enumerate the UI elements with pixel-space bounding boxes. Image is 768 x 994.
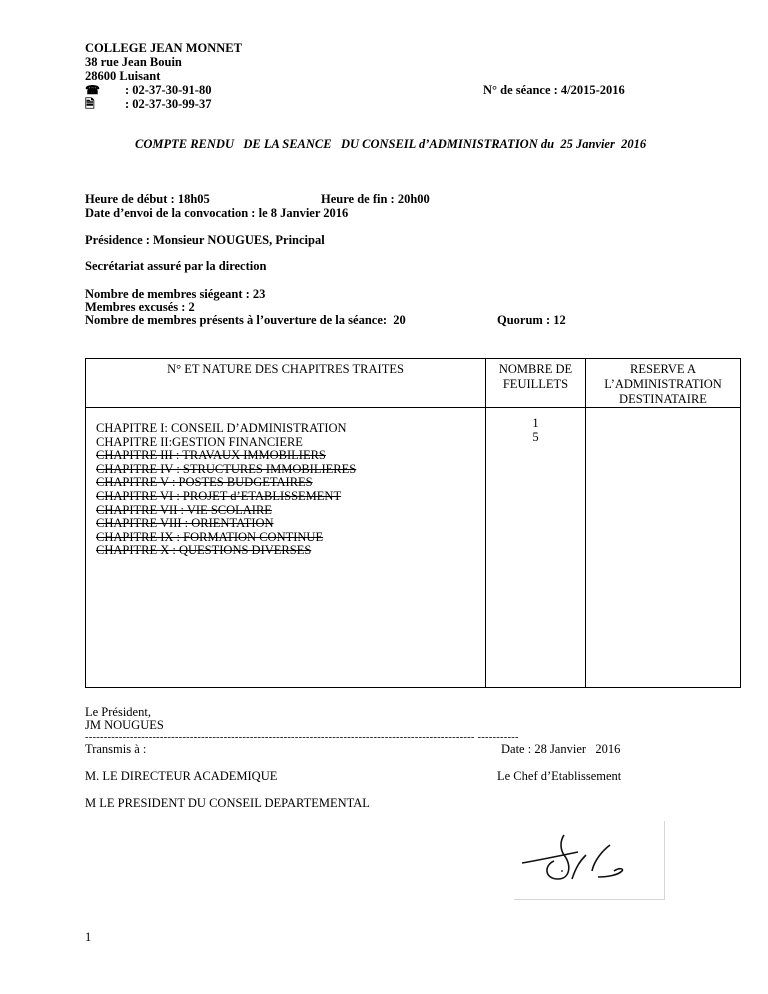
members-sitting: Nombre de membres siégeant : 23	[85, 287, 266, 301]
quorum: Quorum : 12	[497, 313, 566, 327]
page-number: 1	[85, 930, 92, 944]
convocation-date: Date d’envoi de la convocation : le 8 Janvier 2016	[85, 206, 349, 220]
presidence: Présidence : Monsieur NOUGUES, Principal	[85, 233, 325, 247]
sheet-count: 1	[532, 416, 539, 430]
document-title: COMPTE RENDU DE LA SEANCE DU CONSEIL d’ADMINISTRATION du 25 Janvier 2016	[135, 137, 647, 151]
members-excused: Membres excusés : 2	[85, 300, 195, 314]
chapter-item: CHAPITRE VII : VIE SCOLAIRE	[96, 502, 272, 517]
chapters-list-cell	[86, 408, 486, 688]
sheet-counts-cell	[486, 408, 586, 688]
chapter-item: CHAPITRE II:GESTION FINANCIERE	[96, 434, 303, 449]
header-sheet-count: NOMBRE DE FEUILLETS	[486, 359, 586, 408]
chapter-item: CHAPITRE III : TRAVAUX IMMOBILIERS	[96, 448, 326, 463]
end-time: Heure de fin : 20h00	[321, 192, 430, 206]
chapter-item: CHAPITRE X : QUESTIONS DIVERSES	[96, 543, 312, 558]
chapter-item: CHAPITRE V : POSTES BUDGETAIRES	[96, 475, 313, 490]
phone-line	[85, 84, 211, 98]
sheet-count: 5	[532, 429, 539, 444]
fax-number: : 02-37-30-99-37	[125, 97, 212, 111]
signature-scribble	[514, 821, 664, 899]
reserved-cell	[586, 408, 741, 688]
school-street: 38 rue Jean Bouin	[85, 55, 182, 69]
fax-line	[85, 98, 211, 112]
header-reserved: RESERVE A L’ADMINISTRATION DESTINATAIRE	[586, 359, 741, 408]
phone-number: : 02-37-30-91-80	[125, 83, 212, 97]
president-label: Le Président,	[85, 705, 151, 719]
start-time: Heure de début : 18h05	[85, 192, 210, 206]
chapter-item: CHAPITRE I: CONSEIL D’ADMINISTRATION	[96, 421, 347, 435]
members-present: Nombre de membres présents à l’ouverture de la séance: 20	[85, 313, 406, 327]
school-city: 28600 Luisant	[85, 69, 161, 83]
signer-title: Le Chef d’Etablissement	[497, 769, 622, 783]
recipient-departmental-council: M LE PRESIDENT DU CONSEIL DEPARTEMENTAL	[85, 796, 370, 810]
separator-line: -------------------------------------------------------------------------------------------------------- -----------	[85, 732, 519, 743]
chapters-list	[86, 408, 485, 558]
secretariat: Secrétariat assuré par la direction	[85, 259, 267, 273]
signature-image	[514, 821, 665, 900]
president-name: JM NOUGUES	[85, 718, 164, 732]
chapter-item: CHAPITRE IX : FORMATION CONTINUE	[96, 529, 324, 544]
fax-document-icon: 🗎	[85, 97, 95, 111]
header-chapters: N° ET NATURE DES CHAPITRES TRAITES	[86, 359, 486, 408]
chapter-item: CHAPITRE IV : STRUCTURES IMMOBILIERES	[96, 461, 357, 476]
sheet-counts	[486, 408, 585, 444]
school-name: COLLEGE JEAN MONNET	[85, 41, 242, 55]
telephone-icon: ☎	[85, 83, 100, 97]
transmission-date: Date : 28 Janvier 2016	[501, 742, 621, 756]
session-number: N° de séance : 4/2015-2016	[483, 83, 625, 97]
chapter-item: CHAPITRE VIII : ORIENTATION	[96, 516, 274, 531]
transmitted-to: Transmis à :	[85, 742, 147, 756]
chapters-table	[85, 358, 741, 688]
recipient-academic-director: M. LE DIRECTEUR ACADEMIQUE	[85, 769, 278, 783]
chapter-item: CHAPITRE VI : PROJET d’ETABLISSEMENT	[96, 488, 342, 503]
